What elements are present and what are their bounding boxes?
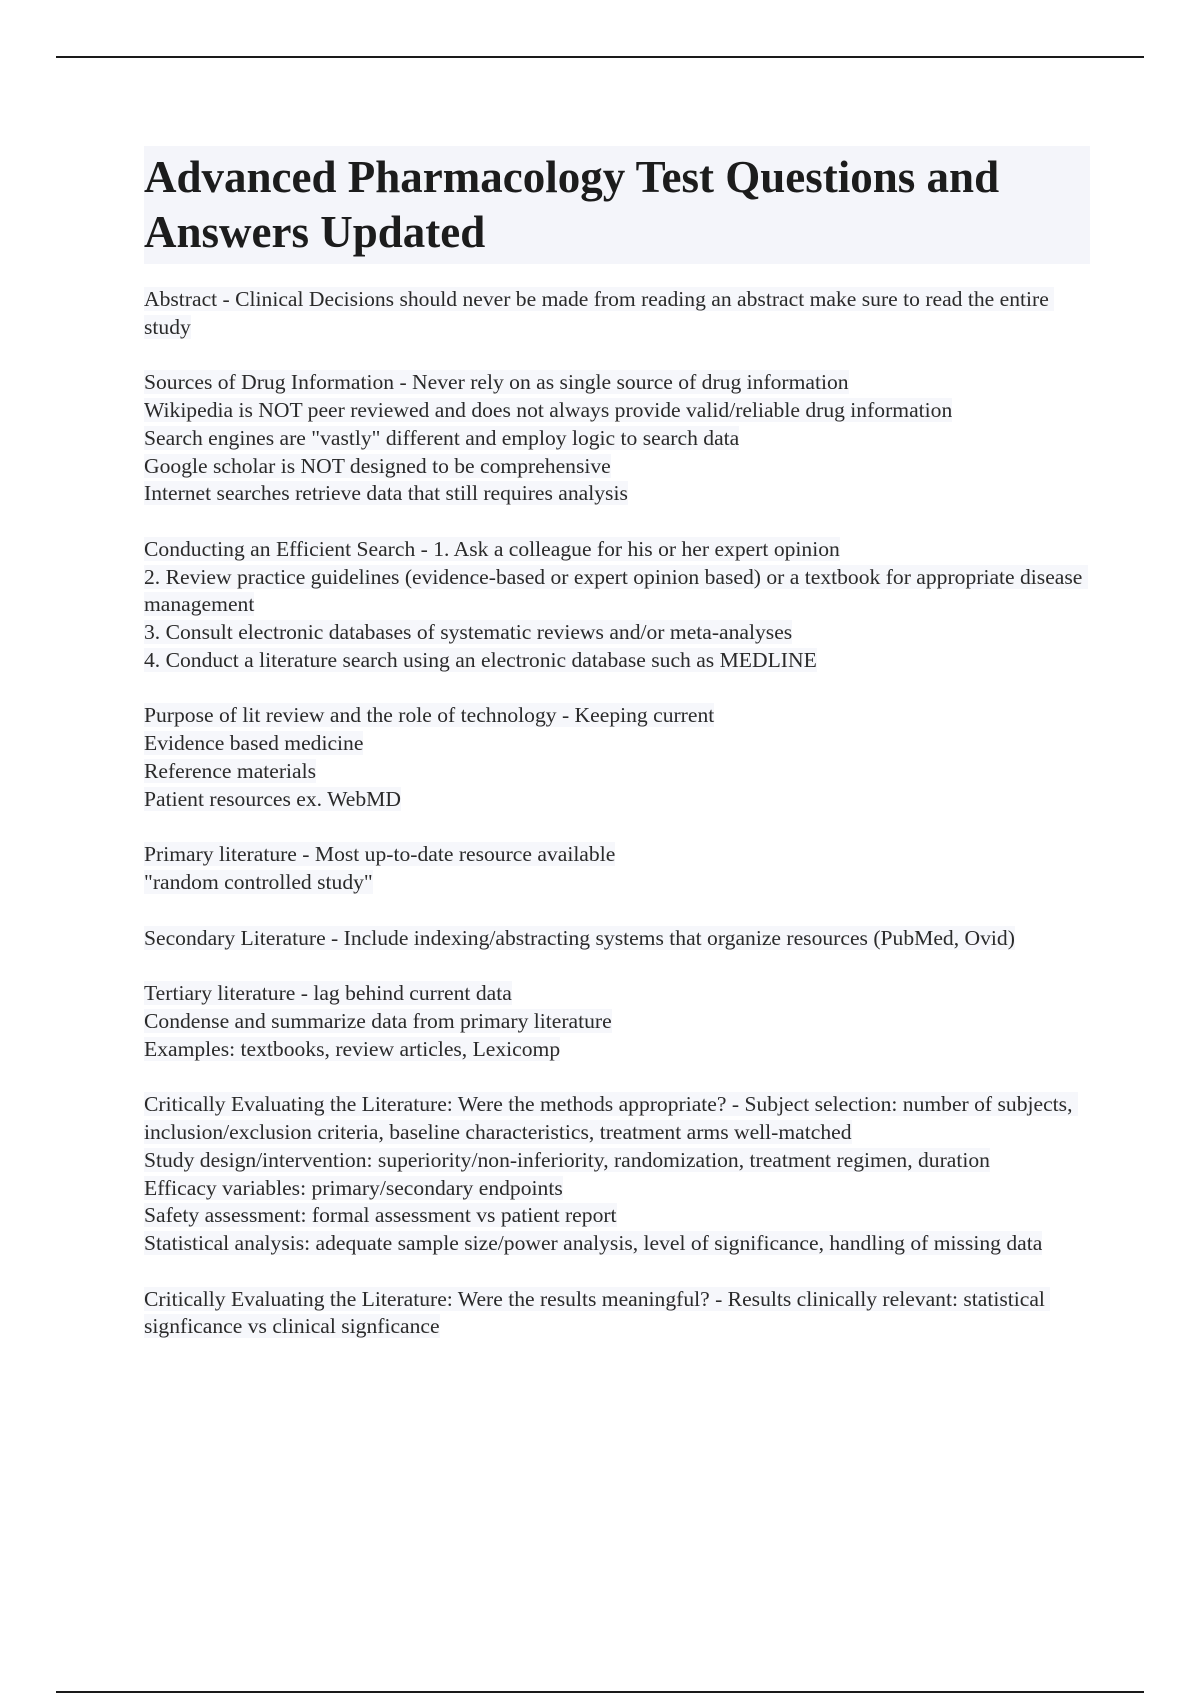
qa-line: Reference materials — [144, 758, 317, 783]
qa-line: Primary literature - Most up-to-date resource available — [144, 842, 616, 867]
document-body — [144, 146, 1090, 1369]
qa-line: Secondary Literature - Include indexing/abstracting systems that organize resources (PubMed, Ovid) — [144, 925, 1015, 950]
qa-line: Study design/intervention: superiority/non-inferiority, randomization, treatment regimen, duration — [144, 1147, 990, 1172]
qa-line: Patient resources ex. WebMD — [144, 786, 401, 811]
qa-entry — [144, 980, 1090, 1063]
bottom-rule — [56, 1691, 1144, 1693]
qa-line: Sources of Drug Information - Never rely on as single source of drug information — [144, 370, 849, 395]
qa-line: 2. Review practice guidelines (evidence-based or expert opinion based) or a textbook for appropriate disease management — [144, 564, 1088, 617]
qa-line: Google scholar is NOT designed to be comprehensive — [144, 453, 611, 478]
qa-line: Conducting an Efficient Search - 1. Ask a colleague for his or her expert opinion — [144, 536, 840, 561]
qa-line: Safety assessment: formal assessment vs patient report — [144, 1203, 617, 1228]
qa-line: Internet searches retrieve data that still requires analysis — [144, 481, 628, 506]
qa-line: Statistical analysis: adequate sample size/power analysis, level of significance, handling of missing data — [144, 1230, 1043, 1255]
qa-line: Condense and summarize data from primary literature — [144, 1009, 612, 1034]
qa-entry — [144, 702, 1090, 813]
qa-line: Efficacy variables: primary/secondary endpoints — [144, 1175, 563, 1200]
qa-line: 3. Consult electronic databases of systematic reviews and/or meta-analyses — [144, 620, 793, 645]
qa-line: 4. Conduct a literature search using an electronic database such as MEDLINE — [144, 647, 817, 672]
qa-line: Purpose of lit review and the role of technology - Keeping current — [144, 703, 715, 728]
qa-line: Abstract - Clinical Decisions should never be made from reading an abstract make sure to read the entire study — [144, 287, 1055, 339]
qa-line: Critically Evaluating the Literature: Were the methods appropriate? - Subject selection: number of subjects, inclusion/exclusion criteria, baseline characteristics, treatment arms well-matched — [144, 1092, 1078, 1145]
qa-entry — [144, 1091, 1090, 1257]
qa-entry — [144, 1286, 1090, 1341]
qa-entry — [144, 841, 1090, 896]
qa-line: Examples: textbooks, review articles, Lexicomp — [144, 1036, 561, 1061]
qa-entry — [144, 286, 1090, 341]
qa-line: Wikipedia is NOT peer reviewed and does not always provide valid/reliable drug information — [144, 398, 953, 423]
qa-line: Tertiary literature - lag behind current data — [144, 981, 512, 1006]
qa-entry — [144, 536, 1090, 675]
qa-line: "random controlled study" — [144, 869, 373, 894]
top-rule — [56, 56, 1144, 58]
qa-line: Evidence based medicine — [144, 731, 364, 756]
document-title: Advanced Pharmacology Test Questions and Answers Updated — [144, 146, 1090, 264]
qa-entry — [144, 369, 1090, 508]
qa-entry — [144, 925, 1090, 953]
qa-line: Search engines are "vastly" different and employ logic to search data — [144, 425, 740, 450]
qa-line: Critically Evaluating the Literature: Were the results meaningful? - Results clinically relevant: statistical signficance vs clinical signficance — [144, 1286, 1051, 1339]
